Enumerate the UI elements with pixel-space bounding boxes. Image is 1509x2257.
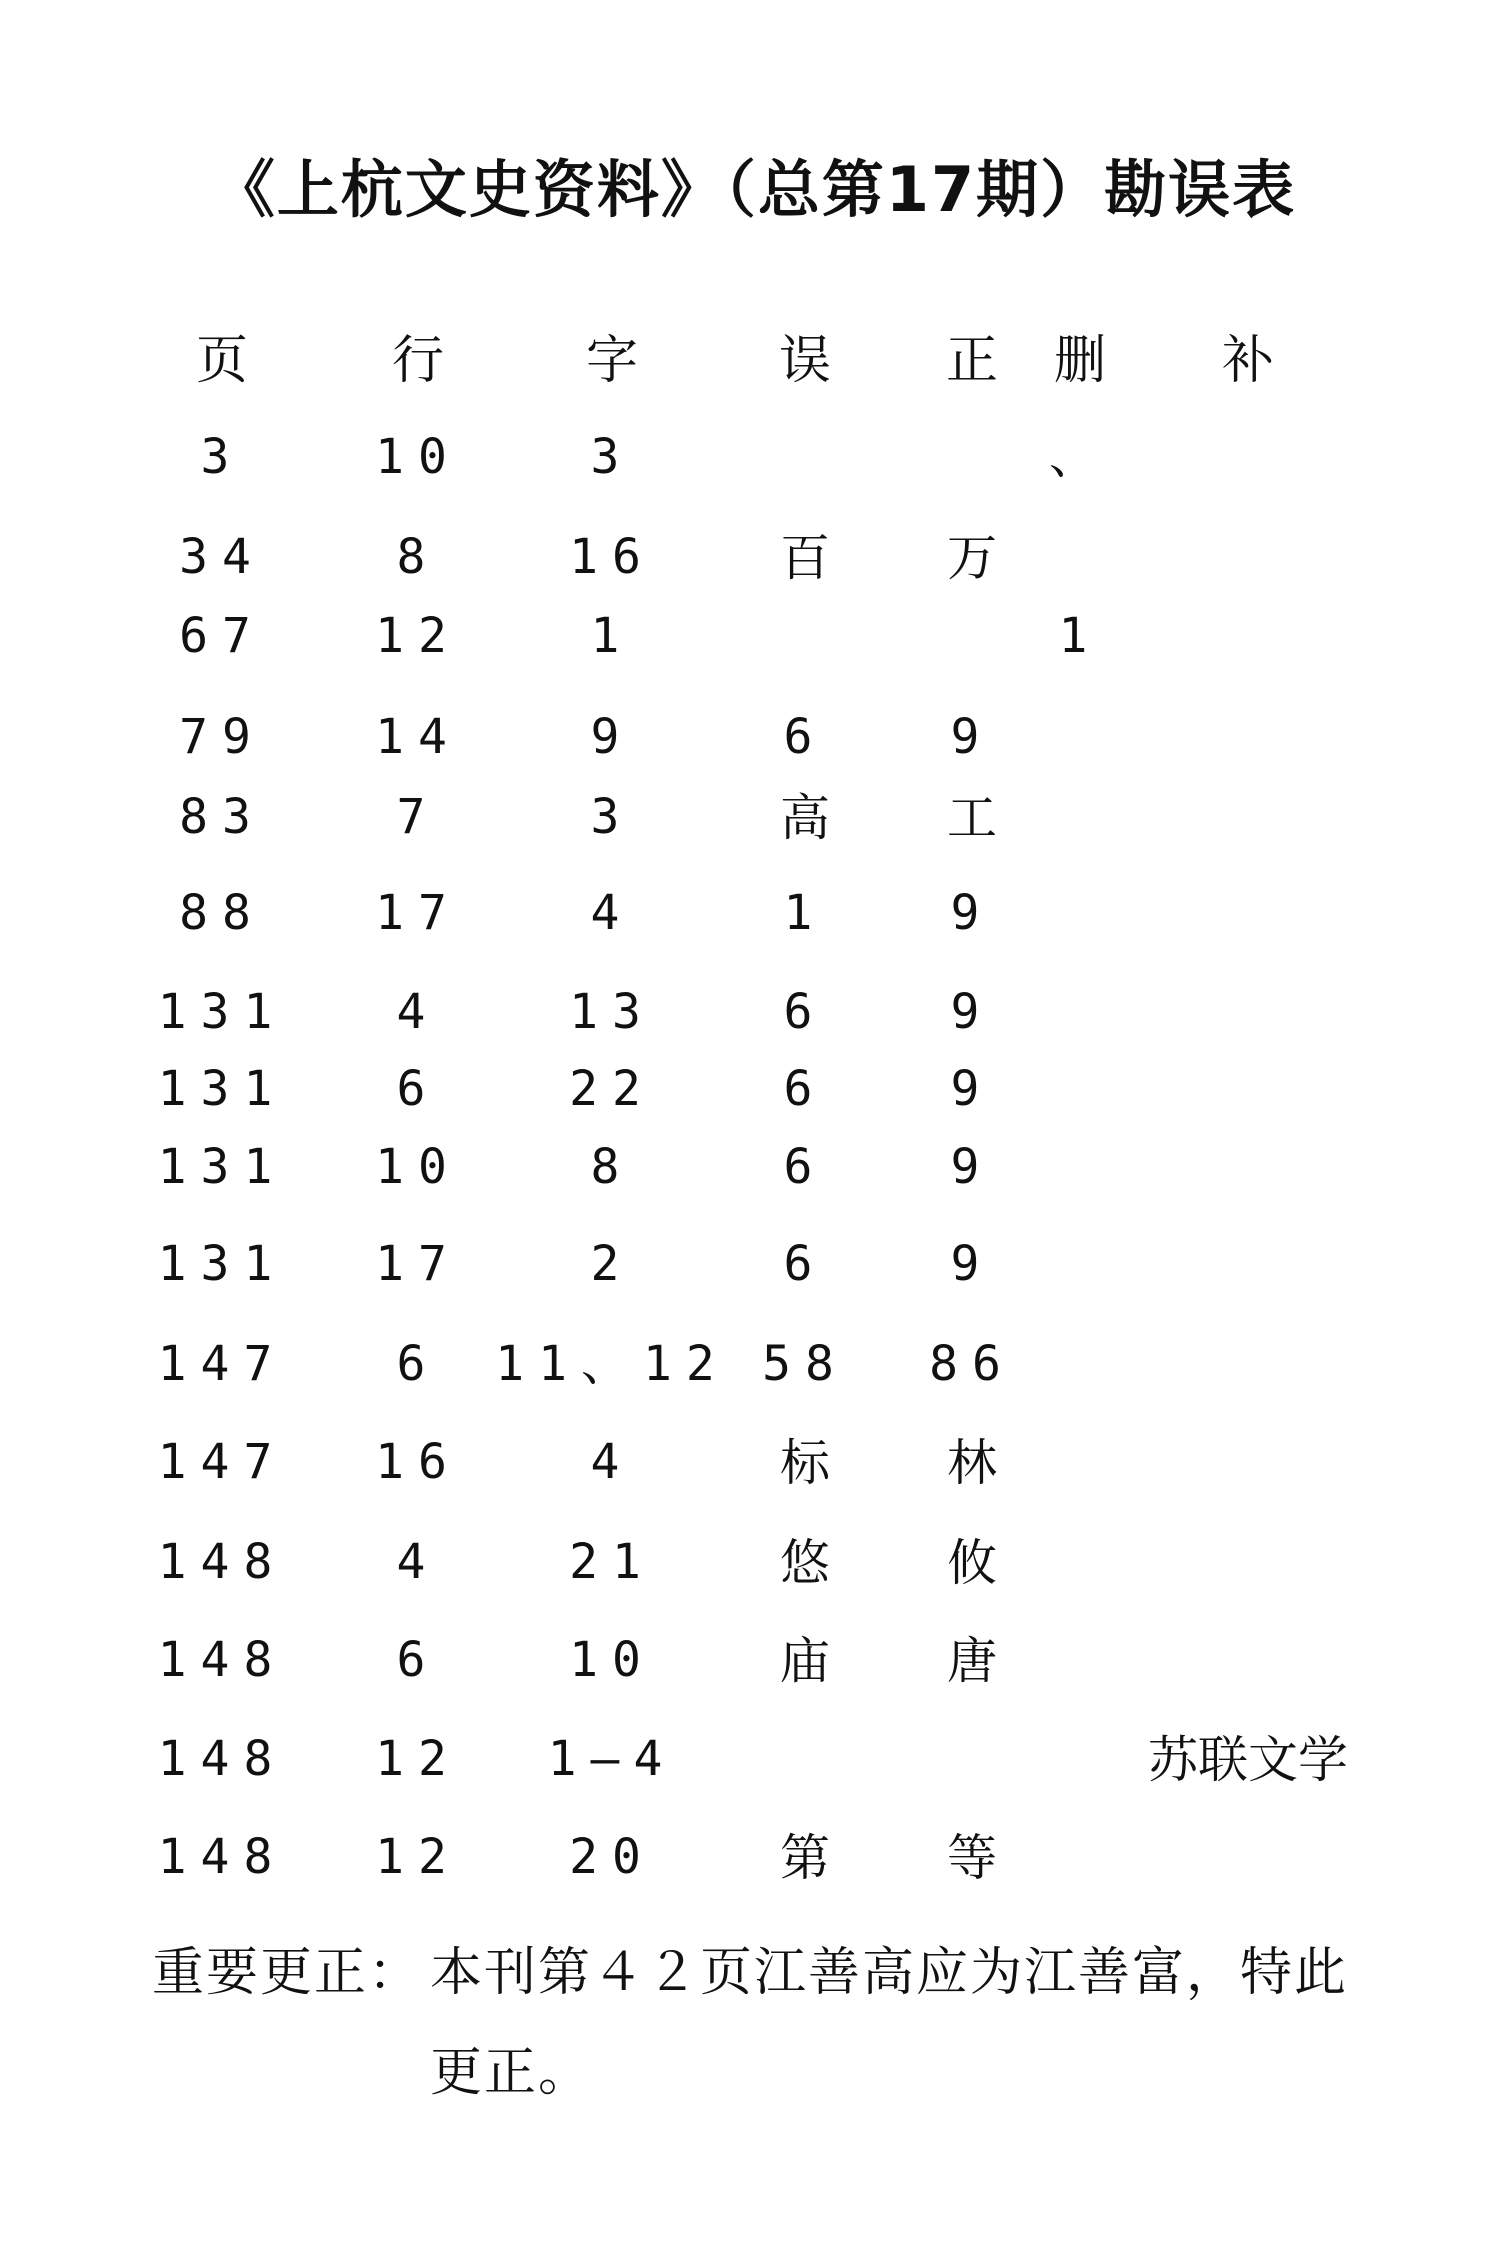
cell-line: 10 <box>375 429 461 485</box>
cell-page: 67 <box>179 608 265 664</box>
cell-correct: 林 <box>947 1434 997 1492</box>
cell-wrong: 6 <box>783 1061 827 1117</box>
cell-correct: 86 <box>929 1336 1015 1392</box>
cell-line: 14 <box>375 709 461 765</box>
header-line: 行 <box>391 331 445 391</box>
cell-page: 3 <box>200 429 244 485</box>
cell-wrong: 悠 <box>780 1534 830 1592</box>
cell-line: 12 <box>375 1731 461 1787</box>
cell-wrong: 6 <box>783 709 827 765</box>
cell-line: 10 <box>375 1139 461 1195</box>
cell-page: 147 <box>157 1434 287 1490</box>
page-title: 《上杭文史资料》（总第17期）勘误表 <box>212 153 1297 226</box>
cell-wrong: 1 <box>783 885 827 941</box>
cell-correct: 唐 <box>947 1632 997 1690</box>
cell-line: 4 <box>396 984 440 1040</box>
cell-line: 16 <box>375 1434 461 1490</box>
header-char: 字 <box>585 331 639 391</box>
cell-wrong: 庙 <box>780 1632 830 1690</box>
cell-char: 21 <box>569 1534 655 1590</box>
cell-correct: 攸 <box>947 1534 997 1592</box>
cell-line: 17 <box>375 885 461 941</box>
cell-page: 83 <box>179 789 265 845</box>
cell-page: 131 <box>157 1236 287 1292</box>
cell-page: 148 <box>157 1534 287 1590</box>
cell-wrong: 高 <box>780 789 830 847</box>
header-add: 补 <box>1221 331 1275 391</box>
header-correct: 正 <box>945 331 999 391</box>
cell-char: 8 <box>590 1139 634 1195</box>
cell-wrong: 标 <box>780 1434 830 1492</box>
cell-wrong: 百 <box>780 529 830 587</box>
cell-char: 11、12 <box>495 1336 729 1392</box>
cell-correct: 9 <box>950 1061 994 1117</box>
cell-line: 8 <box>396 529 440 585</box>
cell-line: 12 <box>375 608 461 664</box>
cell-delete: 、 <box>1048 429 1112 485</box>
cell-char: 4 <box>590 885 634 941</box>
cell-page: 147 <box>157 1336 287 1392</box>
cell-wrong: 6 <box>783 1236 827 1292</box>
cell-correct: 9 <box>950 885 994 941</box>
cell-page: 148 <box>157 1731 287 1787</box>
cell-page: 148 <box>157 1829 287 1885</box>
cell-char: 22 <box>569 1061 655 1117</box>
cell-wrong: 6 <box>783 984 827 1040</box>
header-page: 页 <box>195 331 249 391</box>
cell-page: 88 <box>179 885 265 941</box>
cell-page: 148 <box>157 1632 287 1688</box>
header-wrong: 误 <box>778 331 832 391</box>
cell-wrong: 第 <box>780 1829 830 1887</box>
cell-line: 6 <box>396 1061 440 1117</box>
cell-line: 12 <box>375 1829 461 1885</box>
cell-page: 34 <box>179 529 265 585</box>
cell-correct: 9 <box>950 984 994 1040</box>
cell-delete: 1 <box>1058 608 1102 664</box>
cell-page: 131 <box>157 1061 287 1117</box>
cell-line: 17 <box>375 1236 461 1292</box>
cell-line: 4 <box>396 1534 440 1590</box>
note-label: 重要更正： <box>152 1943 423 2003</box>
cell-char: 9 <box>590 709 634 765</box>
cell-correct: 9 <box>950 1139 994 1195</box>
cell-char: 3 <box>590 429 634 485</box>
header-delete: 删 <box>1053 331 1107 391</box>
cell-line: 6 <box>396 1632 440 1688</box>
cell-char: 3 <box>590 789 634 845</box>
cell-line: 6 <box>396 1336 440 1392</box>
cell-char: 1—4 <box>547 1731 677 1787</box>
cell-char: 20 <box>569 1829 655 1885</box>
cell-char: 1 <box>590 608 634 664</box>
cell-page: 79 <box>179 709 265 765</box>
cell-correct: 工 <box>947 789 997 847</box>
cell-correct: 9 <box>950 709 994 765</box>
cell-page: 131 <box>157 984 287 1040</box>
cell-correct: 9 <box>950 1236 994 1292</box>
cell-char: 16 <box>569 529 655 585</box>
note-text-continued: 更正。 <box>430 2043 593 2103</box>
cell-correct: 等 <box>947 1829 997 1887</box>
cell-correct: 万 <box>947 529 997 587</box>
cell-char: 2 <box>590 1236 634 1292</box>
cell-char: 13 <box>569 984 655 1040</box>
cell-char: 4 <box>590 1434 634 1490</box>
cell-char: 10 <box>569 1632 655 1688</box>
cell-line: 7 <box>396 789 440 845</box>
cell-wrong: 58 <box>762 1336 848 1392</box>
note-text: 本刊第４２页江善高应为江善富，特此 <box>430 1943 1349 2003</box>
cell-add: 苏联文学 <box>1148 1731 1348 1789</box>
cell-page: 131 <box>157 1139 287 1195</box>
cell-wrong: 6 <box>783 1139 827 1195</box>
